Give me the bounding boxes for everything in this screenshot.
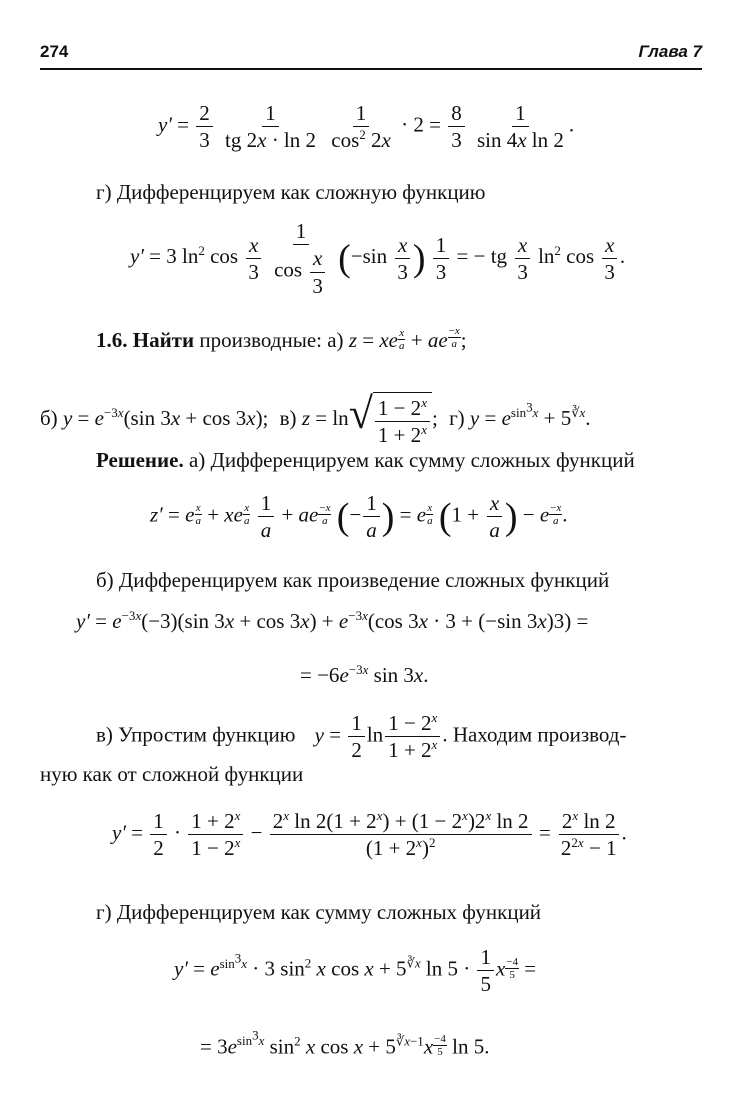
paragraph-g-intro: г) Дифференцируем как сложную функцию xyxy=(96,180,486,204)
solution-v-text-2: . Находим производ- xyxy=(442,722,627,747)
formula-y-prime-sum: $y' = e^{sin^3x} \cdot 3$ $\sin^2 x$ $\cos x + 5^{∛x}$ ln 5 · $\frac{1}{5}$ x $\frac{-4}{5}$ = xyxy=(174,945,537,997)
chapter-title: Глава 7 xyxy=(638,42,702,61)
v-label: в) xyxy=(279,406,302,431)
paragraph-solution-v-cont: ную как от сложной функции xyxy=(40,762,304,786)
g-label: г) xyxy=(449,406,470,431)
paragraph-solution-b: б) Дифференцируем как произведение сложных функций xyxy=(96,568,610,592)
formula-y-prime-product: $y' = e^{-3x}(-3)(\sin$ $3x + \cos 3x) + e^{-3x}(\cos$ 3x · 3 + (−sin 3x)3) = xyxy=(76,608,589,633)
solution-a-text: а) Дифференцируем как сумму сложных функций xyxy=(183,448,635,472)
formula-y-prime-tg: y′ = $\frac{2}{3}$ $\frac{1}{tg 2x \cdot \ln 2}$ $\frac{1}{\cos^2 2x}$ · 2 = $\frac{8}{3}$ $\frac{1}{\text{sin 4x ln 2}}$ . xyxy=(158,101,575,153)
paragraph-solution-v: в) Упростим функцию y = $\frac{1}{2}$ ln $\frac{1 - 2^x}{1 + 2^x}$ . Находим производ- xyxy=(96,710,627,763)
b-label: б) xyxy=(40,406,63,431)
formula-y-prime-cos: y′ = 3 $\ln^2 \cos$ $\frac{x}{3}$ 1 cos $\frac{x}{3}$ (−sin $\frac{x}{3}$ ) $\frac{1}{3}$ = − tg $\frac{x}{3}$ $\ln^2 \cos$ $\frac{x}{3}$ . xyxy=(130,219,626,298)
task-1-6-bvg: б) $y = e^{-3x}(\sin$ 3x + cos 3x); в) z = ln √ $\frac{1 - 2^x}{1 + 2^x}$ ; г) $y = e^{sin^3x} + 5^{∛x}$. xyxy=(40,389,591,448)
paragraph-solution-g: г) Дифференцируем как сумму сложных функций xyxy=(96,900,542,924)
task-label: 1.6. Найти xyxy=(96,328,195,352)
task-1-6: 1.6. Найти производные: а) z = xe $\frac{x}{a}$ + ae $\frac{-x}{a}$ ; xyxy=(96,325,467,353)
task-text: производные: а) xyxy=(194,328,349,352)
formula-z-prime: z′ = e $\frac{x}{a}$ + xe $\frac{x}{a}$ $\frac{1}{a}$ + ae $\frac{-x}{a}$ (− $\frac{1}{a}$ ) = e $\frac{x}{a}$ (1 + $\frac{x}{a}$ ) − e $\frac{-x}{a}$ . xyxy=(150,491,568,543)
page-number: 274 xyxy=(40,42,69,61)
solution-heading xyxy=(96,448,635,473)
formula-y-prime-result: = $-6e^{-3x}$ sin 3x. xyxy=(300,662,429,687)
solution-v-text-1: в) Упростим функцию xyxy=(96,722,296,747)
formula-y-prime-sum-result: = $3e^{sin^3x}$ $\sin^2 x$ $\cos x + 5^{∛x-1}x$ $\frac{-4}{5}$ ln 5. xyxy=(200,1028,490,1059)
solution-label: Решение. xyxy=(96,448,184,472)
page-header xyxy=(40,40,702,70)
formula-y-prime-ln: y′ = $\frac{1}{2}$ · $\frac{1 + 2^x}{1 - 2^x}$ − $\frac{2^x \ln 2(1 + 2^x) + (1 - 2^x)2^x \ln 2}{(1 + 2^x)^2}$ = $\frac{2^x \ln 2}{2^{2x} - 1}$ . xyxy=(112,808,627,861)
